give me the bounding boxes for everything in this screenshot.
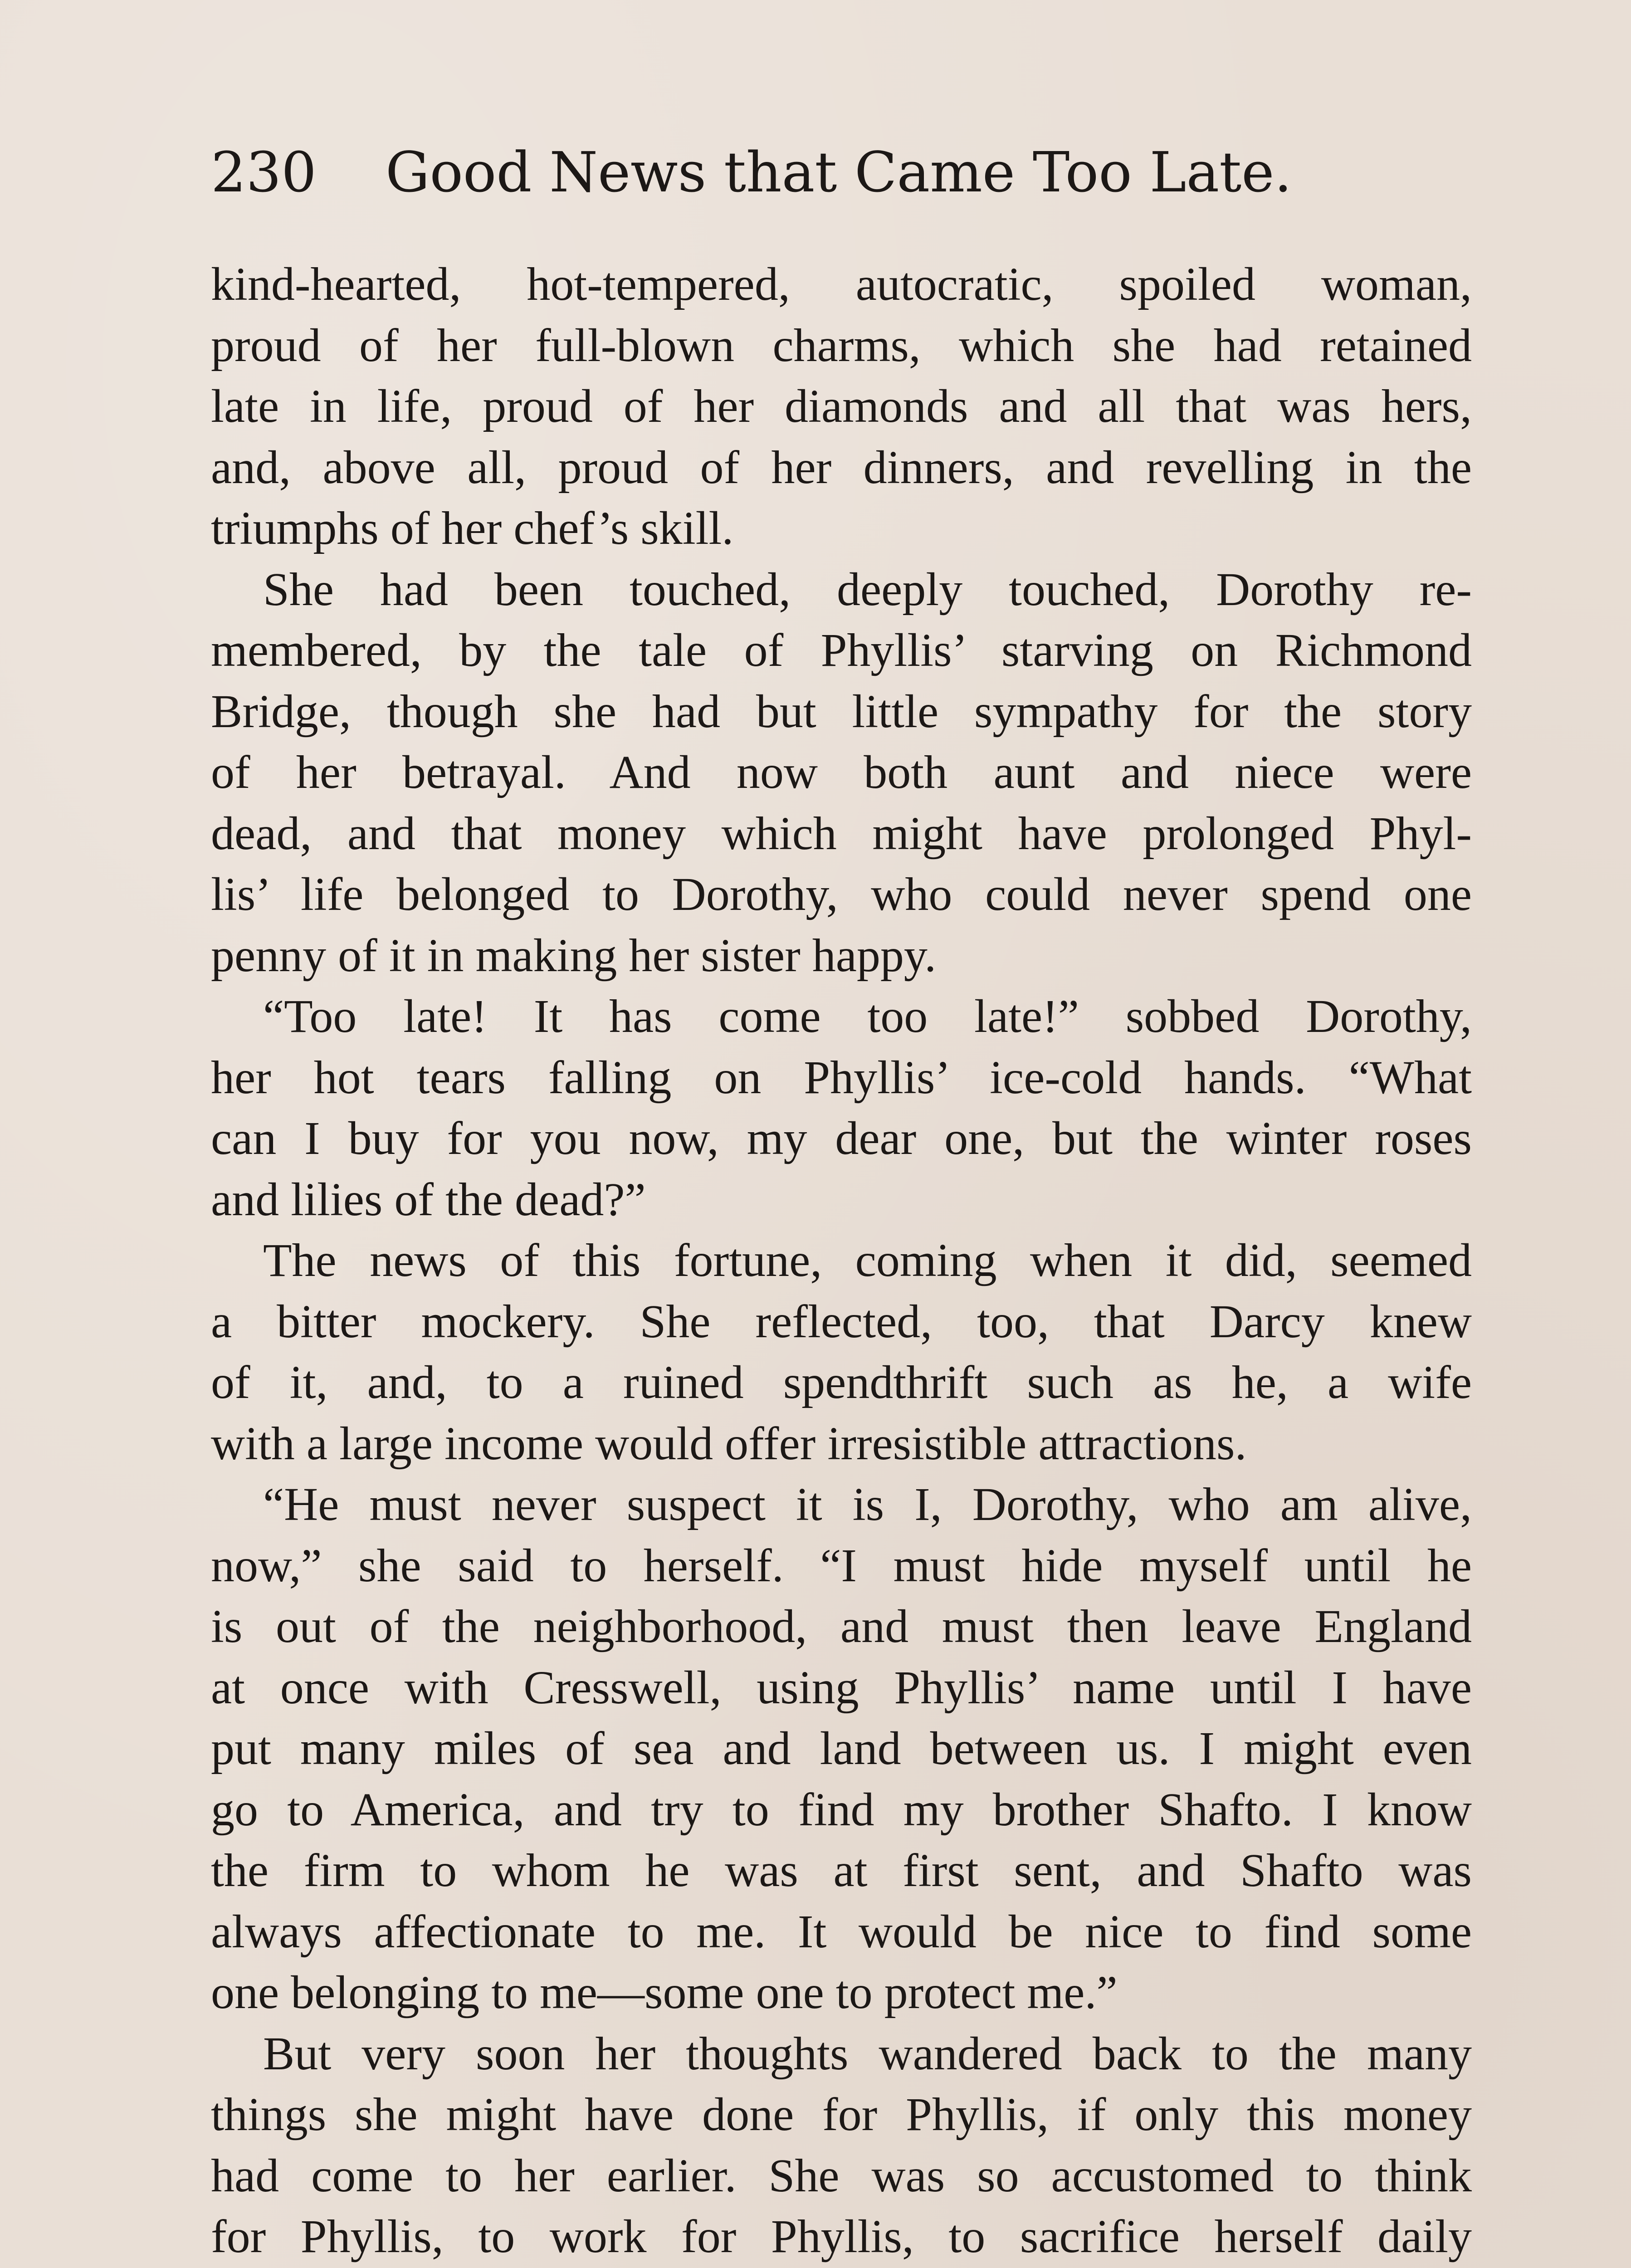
text-line: kind-hearted, hot-tempered, autocratic, spoiled woman, (211, 258, 1472, 310)
text-line: But very soon her thoughts wandered back to the many (263, 2027, 1472, 2080)
text-line: one belonging to me—some one to protect me.” (211, 1966, 1118, 2019)
text-line: dead, and that money which might have prolonged Phyl- (211, 807, 1472, 860)
text-line: She had been touched, deeply touched, Dorothy re- (263, 563, 1472, 616)
text-line: The news of this fortune, coming when it did, seemed (263, 1234, 1472, 1286)
page-number: 230 (211, 140, 317, 205)
body-text (211, 254, 1472, 2268)
text-line: go to America, and try to find my brother Shafto. I know (211, 1783, 1472, 1836)
text-line: of her betrayal. And now both aunt and niece were (211, 746, 1472, 798)
text-line: of it, and, to a ruined spendthrift such as he, a wife (211, 1356, 1472, 1408)
text-line: Bridge, though she had but little sympathy for the story (211, 685, 1472, 738)
text-line: had come to her earlier. She was so accustomed to think (211, 2149, 1472, 2202)
text-line: and, above all, proud of her dinners, and revelling in the (211, 441, 1472, 494)
text-line: now,” she said to herself. “I must hide myself until he (211, 1539, 1472, 1592)
text-line: late in life, proud of her diamonds and all that was hers, (211, 380, 1472, 432)
text-line: always affectionate to me. It would be nice to find some (211, 1905, 1472, 1958)
page-header (211, 129, 1481, 211)
text-line: “Too late! It has come too late!” sobbed Dorothy, (263, 990, 1472, 1042)
text-line: her hot tears falling on Phyllis’ ice-cold hands. “What (211, 1051, 1472, 1104)
text-line: things she might have done for Phyllis, if only this money (211, 2088, 1472, 2141)
running-title: Good News that Came Too Late. (386, 140, 1292, 205)
text-line: put many miles of sea and land between us. I might even (211, 1722, 1472, 1774)
text-line: lis’ life belonged to Dorothy, who could never spend one (211, 868, 1472, 920)
text-line: a bitter mockery. She reflected, too, that Darcy knew (211, 1295, 1472, 1348)
text-line: and lilies of the dead?” (211, 1173, 646, 1226)
text-line: for Phyllis, to work for Phyllis, to sacrifice herself daily (211, 2210, 1472, 2263)
text-line: membered, by the tale of Phyllis’ starving on Richmond (211, 624, 1472, 676)
text-line: at once with Cresswell, using Phyllis’ name until I have (211, 1661, 1472, 1714)
text-line: the firm to whom he was at first sent, and Shafto was (211, 1844, 1472, 1897)
text-line: penny of it in making her sister happy. (211, 929, 937, 982)
text-line: is out of the neighborhood, and must then leave England (211, 1600, 1472, 1652)
text-line: proud of her full-blown charms, which she had retained (211, 319, 1472, 371)
text-line: “He must never suspect it is I, Dorothy, who am alive, (263, 1478, 1472, 1530)
text-line: can I buy for you now, my dear one, but the winter roses (211, 1112, 1472, 1164)
text-line: triumphs of her chef’s skill. (211, 502, 734, 554)
text-line: with a large income would offer irresistible attractions. (211, 1417, 1247, 1470)
